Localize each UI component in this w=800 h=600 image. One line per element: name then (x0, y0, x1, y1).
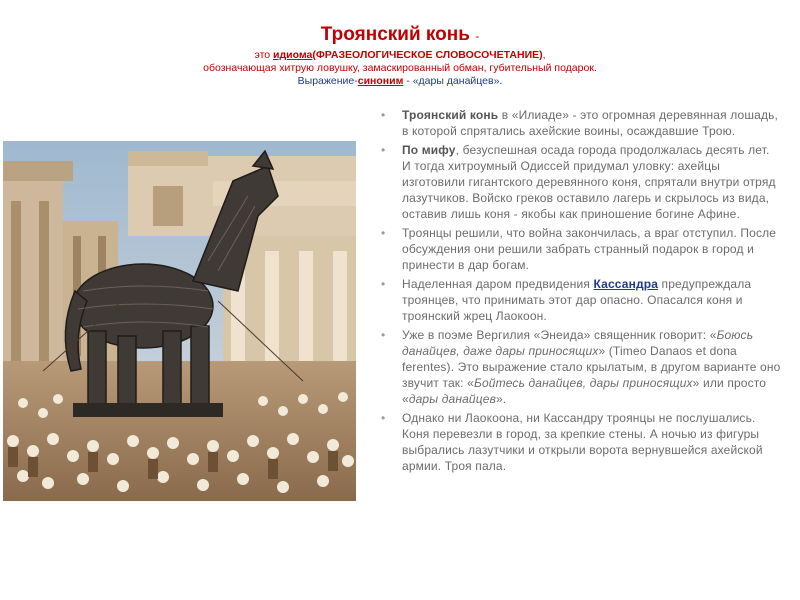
story-list (381, 107, 781, 474)
item-text: в «Илиаде» - это огромная деревянная лошадь, в которой спрятались ахейские воины, осаждавшие Трою. (402, 108, 779, 138)
quote-italic: Боюсь данайцев, даже дары приносящих (402, 328, 754, 358)
item-text: , безуспешная осада города продолжалась десять лет. И тогда хитроумный Одиссей придумал уловку: ахейцы изготовили гигантского деревянного коня, спрятали внутри отряд лазутчиков. Войско греков оставило лагерь и скрылось из вида, оставив лишь коня - якобы как приношение богине Афине. (402, 143, 776, 221)
line1-suffix: , (542, 49, 546, 61)
definition-line-2: обозначающая хитрую ловушку, замаскированный обман, губительный подарок. (203, 62, 597, 74)
item-text: Однако ни Лаокоона, ни Кассандру троянцы не послушались. Коня перевезли в город, за крепкие стены. А ночью из фигуры выбрались лазутчики и открыли ворота вернувшейся ахейской армии. Троя пала. (402, 411, 763, 473)
line1-bold: (ФРАЗЕОЛОГИЧЕСКОЕ СЛОВОСОЧЕТАНИЕ) (312, 49, 543, 61)
bullet-icon: • (381, 411, 386, 425)
list-item (381, 142, 781, 222)
trojan-horse-illustration (3, 141, 356, 501)
idiom-link[interactable]: идиома (273, 49, 313, 61)
list-item (381, 276, 781, 324)
title-dash: - (475, 29, 480, 43)
synonym-link[interactable]: синоним (357, 75, 404, 87)
bullet-icon: • (381, 277, 386, 291)
bullet-icon: • (381, 226, 386, 240)
item-text: ». (495, 392, 507, 406)
slide-title (0, 22, 800, 49)
item-text: » (Timeo Danaos et dona ferentes). Это выражение стало крылатым, в другом варианте оно звучит так: « (402, 344, 781, 390)
bullet-icon: • (381, 143, 386, 157)
list-item (381, 410, 781, 474)
line3-prefix: Выражение- (297, 75, 358, 87)
item-text: Троянцы решили, что война закончилась, а враг отступил. После обсуждения они решили забрать странный подарок в город и принести в дар богам. (402, 226, 777, 272)
item-text: » или просто « (402, 376, 767, 406)
quote-italic: Бойтесь данайцев, дары приносящих (473, 376, 693, 390)
definition-line-1 (0, 49, 800, 62)
list-item (381, 107, 781, 139)
bullet-icon: • (381, 328, 386, 342)
item-text: Уже в поэме Вергилия «Энеида» священник говорит: « (402, 328, 717, 342)
list-item (381, 327, 781, 407)
item-lead: По мифу (402, 143, 456, 157)
slide-header (0, 22, 800, 88)
list-item (381, 225, 781, 273)
bullet-icon: • (381, 108, 386, 122)
quote-italic: дары данайцев (408, 392, 496, 406)
line1-prefix: это (254, 49, 274, 61)
story-text (381, 107, 781, 477)
cassandra-link[interactable]: Кассандра (593, 277, 659, 291)
item-lead: Троянский конь (402, 108, 499, 122)
item-text: предупреждала троянцев, что принимать этот дар опасно. Опасался коня и троянский жрец Лаокоон. (402, 277, 752, 323)
title-text: Троянский конь (320, 24, 470, 45)
item-text: Наделенная даром предвидения (402, 277, 594, 291)
definition-line-3 (0, 75, 800, 88)
line3-suffix: - «дары данайцев». (403, 75, 503, 87)
